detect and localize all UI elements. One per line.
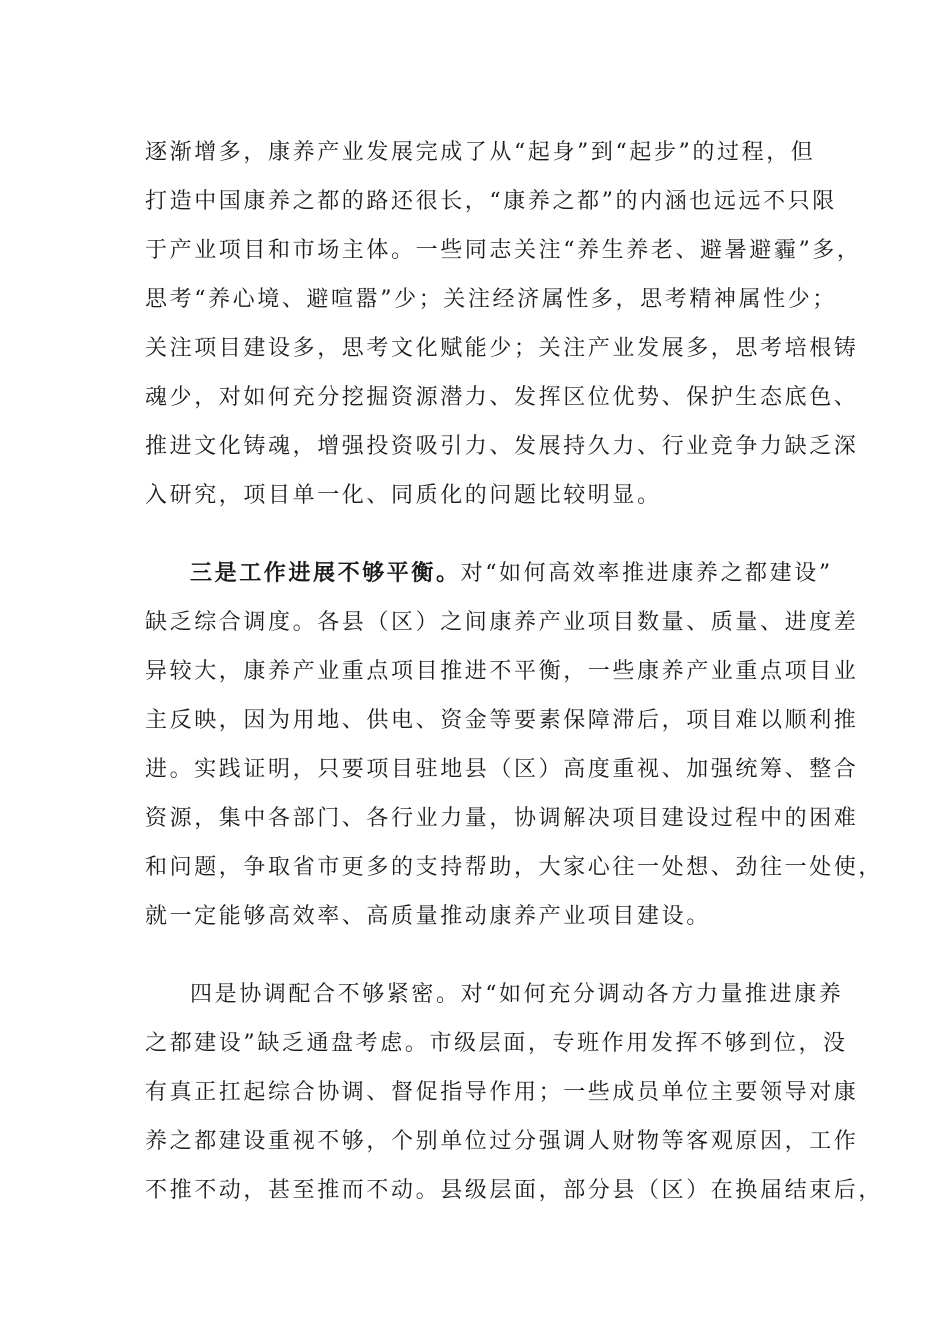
document-body (145, 128, 884, 1215)
text-line-first (145, 549, 833, 598)
text-line: 思考“养心境、避喧嚣”少；关注经济属性多，思考精神属性少； (145, 287, 837, 312)
paragraph-continuation (145, 128, 862, 520)
text-line: 入研究，项目单一化、同质化的问题比较明显。 (145, 483, 662, 508)
paragraph-heading: 三是工作进展不够平衡。 (190, 560, 461, 586)
text-line-first: 四是协调配合不够紧密。对“如何充分调动各方力量推进康养 (190, 982, 844, 1007)
text-line: 逐渐增多，康养产业发展完成了从“起身”到“起步”的过程，但 (145, 140, 816, 165)
paragraph-spacer (145, 520, 825, 549)
text-line: 推进文化铸魂，增强投资吸引力、发展持久力、行业竞争力缺乏深 (145, 434, 859, 459)
text-line: 于产业项目和市场主体。一些同志关注“养生养老、避暑避霾”多， (145, 238, 862, 263)
text-line: 不推不动，甚至推而不动。县级层面，部分县（区）在换届结束后， (145, 1178, 884, 1203)
text-line: 养之都建设重视不够，个别单位过分强调人财物等客观原因，工作 (145, 1129, 859, 1154)
paragraph-work-progress (145, 549, 884, 941)
paragraph-spacer (145, 941, 825, 970)
text-line: 关注项目建设多，思考文化赋能少；关注产业发展多，思考培根铸 (145, 336, 859, 361)
text-line: 异较大，康养产业重点项目推进不平衡，一些康养产业重点项目业 (145, 659, 859, 684)
text-line: 和问题，争取省市更多的支持帮助，大家心往一处想、劲往一处使， (145, 855, 884, 880)
text-line: 之都建设”缺乏通盘考虑。市级层面，专班作用发挥不够到位，没 (145, 1031, 848, 1056)
text-line: 魂少，对如何充分挖掘资源潜力、发挥区位优势、保护生态底色、 (145, 385, 859, 410)
text-line: 主反映，因为用地、供电、资金等要素保障滞后，项目难以顺利推 (145, 708, 859, 733)
text-line: 打造中国康养之都的路还很长，“康养之都”的内涵也远远不只限 (145, 189, 837, 214)
text-line: 资源，集中各部门、各行业力量，协调解决项目建设过程中的困难 (145, 806, 859, 831)
text-run: 对“如何高效率推进康养之都建设” (460, 561, 833, 586)
text-line: 有真正扛起综合协调、督促指导作用；一些成员单位主要领导对康 (145, 1080, 859, 1105)
text-line: 缺乏综合调度。各县（区）之间康养产业项目数量、质量、进度差 (145, 610, 859, 635)
text-line: 进。实践证明，只要项目驻地县（区）高度重视、加强统筹、整合 (145, 757, 859, 782)
paragraph-coordination (145, 970, 884, 1215)
text-line: 就一定能够高效率、高质量推动康养产业项目建设。 (145, 904, 711, 929)
